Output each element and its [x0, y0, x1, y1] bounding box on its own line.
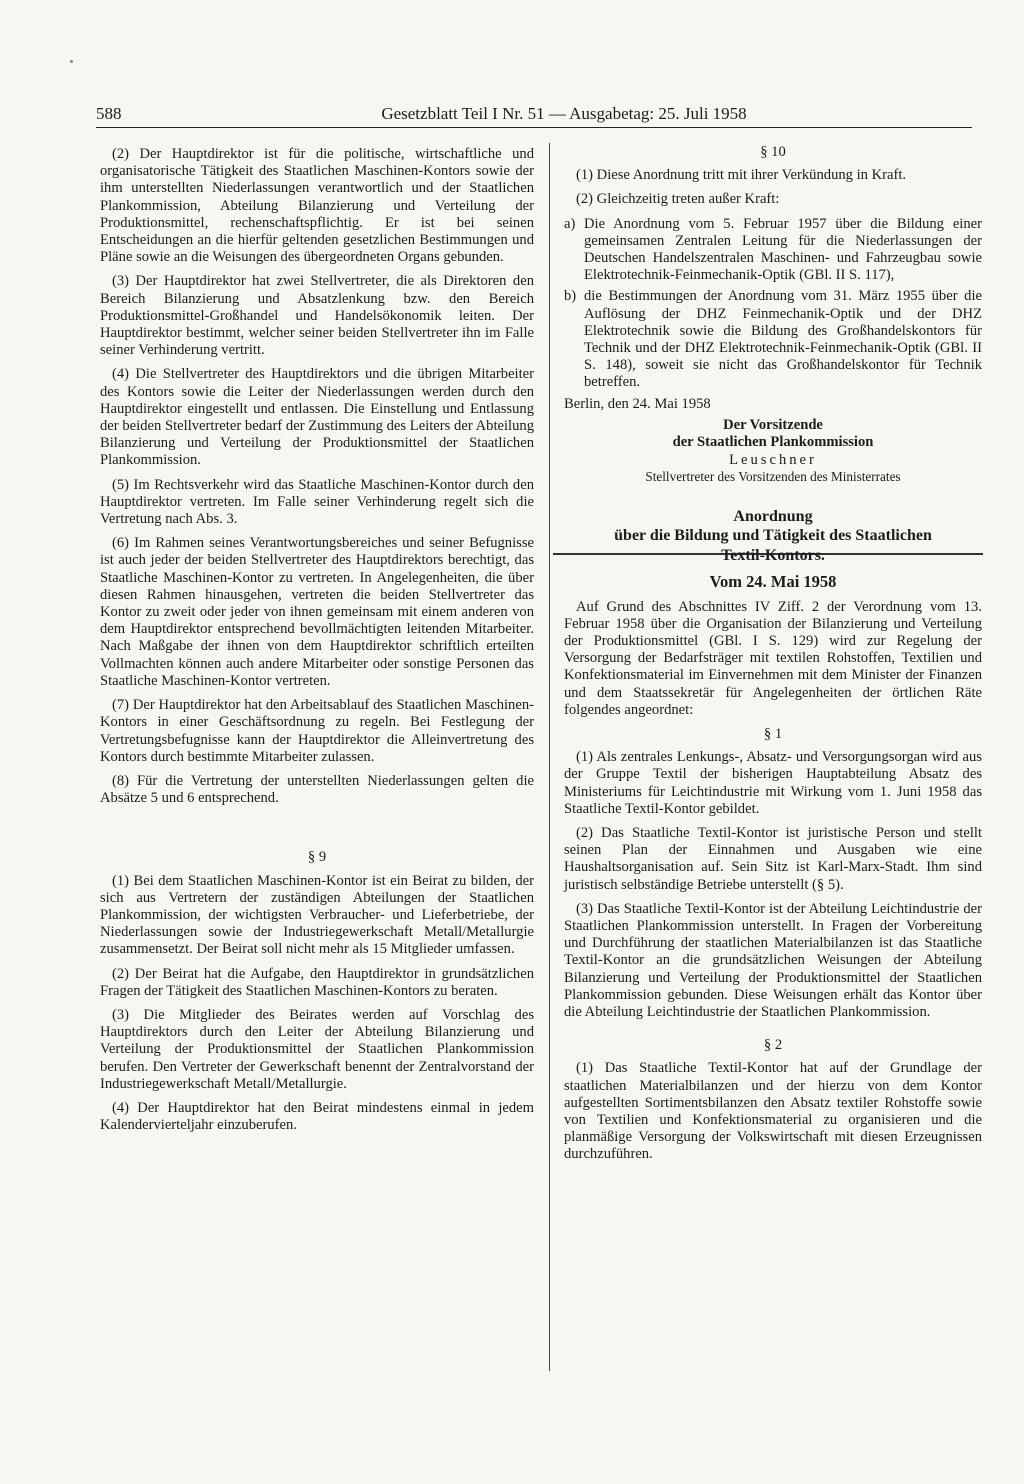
paragraph: (4) Die Stellvertreter des Hauptdirektors und die übrigen Mitarbeiter des Kontors sowie die Leiter der Niederlassungen werden durch den Hauptdirektor eingestellt und entlassen. Die Einstellung und Entlassung der beiden Stellvertreter bedarf der Zustimmung des Leiters der Abteilung Bilanzierung und Verteilung der Produktionsmittel der Staatlichen Plankommission. — [100, 366, 534, 469]
gazette-title: Gesetzblatt Teil I Nr. 51 — Ausgabetag: 25. Juli 1958 — [381, 104, 747, 123]
paragraph: (5) Im Rechtsverkehr wird das Staatliche Maschinen-Kontor durch den Hauptdirektor vertreten. Im Falle seiner Verhinderung regelt sich die Vertretung nach Abs. 3. — [100, 476, 534, 528]
ordinance-title-line1: Anordnung — [733, 507, 813, 525]
paragraph: (8) Für die Vertretung der unterstellten Niederlassungen gelten die Absätze 5 und 6 entsprechend. — [100, 772, 534, 807]
section-heading-10: § 10 — [760, 144, 786, 160]
paragraph: (3) Das Staatliche Textil-Kontor ist der Abteilung Leichtindustrie der Staatlichen Plankommission unterstellt. In Fragen der Vorbereitung und Durchführung der staatlichen Materialbilanzen ist das Staatliche Textil-Kontor an die grundsätzlichen Weisungen der Abteilung Bilanzierung und Verteilung der Produktionsmittel der Staatlichen Plankommission gebunden. Diese Weisungen erhält das Kontor über die Abteilung Leichtindustrie der Staatlichen Plankommission. — [564, 900, 982, 1021]
paragraph: (2) Gleichzeitig treten außer Kraft: — [576, 191, 780, 208]
list-item-label: a) — [564, 215, 576, 232]
paragraph: (1) Diese Anordnung tritt mit ihrer Verkündung in Kraft. — [576, 167, 907, 184]
paragraph: (4) Der Hauptdirektor hat den Beirat mindestens einmal in jedem Kalendervierteljahr einzuberufen. — [100, 1099, 534, 1134]
paragraph: (7) Der Hauptdirektor hat den Arbeitsablauf des Staatlichen Maschinen-Kontors in einer Geschäftsordnung zu regeln. Bei Festlegung der Vertretungsbefugnisse kann der Hauptdirektor die Alleinvertretung des Kontors durch bestimmte Mitarbeiter zulassen. — [100, 697, 534, 765]
list-item-text: die Bestimmungen der Anordnung vom 31. März 1955 über die Auflösung der DHZ Feinmechanik-Optik und der DHZ Elektrotechnik sowie die Bildung des Großhandelskontors für Technik und der DHZ Elektrotechnik-Feinmechanik-Optik (GBl. II S. 148), soweit sie nicht das Großhandelskontor für Technik betreffen. — [584, 288, 982, 391]
paragraph: (3) Der Hauptdirektor hat zwei Stellvertreter, die als Direktoren den Bereich Bilanzierung und Absatzlenkung bzw. den Bereich Produktionsmittel-Großhandel und Handelsökonomik leiten. Der Hauptdirektor bestimmt, welcher seiner beiden Stellvertreter ihn im Falle seiner Verhinderung vertritt. — [100, 273, 534, 359]
paragraph: (6) Im Rahmen seines Verantwortungsbereiches und seiner Befugnisse ist auch jeder der beiden Stellvertreter des Hauptdirektors berechtigt, das Staatliche Maschinen-Kontor zu vertreten. In Angelegenheiten, die über diesen Rahmen hinausgehen, vertreten die beiden Stellvertreter das Kontor zu zweit oder jeder von ihnen gemeinsam mit einem anderen von dem Hauptdirektor entsprechend bevollmächtigten leitenden Mitarbeiter. Nach Maßgabe der ihnen von dem Hauptdirektor schriftlich erteilten Vollmachten können auch andere Mitarbeiter oder sonstige Personen das Staatliche Maschinen-Kontor vertreten. — [100, 535, 534, 689]
signature-role: Stellvertreter des Vorsitzenden des Ministerrates — [645, 468, 901, 484]
paragraph: (1) Als zentrales Lenkungs-, Absatz- und Versorgungsorgan wird aus der Gruppe Textil der bisherigen Hauptabteilung Absatz des Ministeriums für Leichtindustrie mit Wirkung vom 1. Juni 1958 das Staatliche Textil-Kontor gebildet. — [564, 749, 982, 817]
list-item-label: b) — [564, 288, 577, 305]
section-heading-9: § 9 — [307, 849, 327, 866]
ordinance-title — [564, 507, 982, 566]
ordinance-title-line2: über die Bildung und Tätigkeit des Staatlichen — [614, 527, 932, 545]
ordinance-title-line3: Textil-Kontors. — [721, 546, 825, 564]
paragraph: (2) Das Staatliche Textil-Kontor ist juristische Person und stellt seinen Plan der Einnahmen und Ausgaben wie eine Haushaltsorganisation auf. Sein Sitz ist Karl-Marx-Stadt. Ihm sind juristisch selbständige Betriebe unterstellt (§ 5). — [564, 824, 982, 893]
paragraph: (3) Die Mitglieder des Beirates werden auf Vorschlag des Hauptdirektors durch den Leiter der Abteilung Bilanzierung und Verteilung der Produktionsmittel der Staatlichen Plankommission berufen. Den Vertreter der Gewerkschaft benennt der Zentralvorstand der Industriegewerkschaft Metall/Metallurgie. — [100, 1006, 534, 1092]
right-column — [564, 140, 982, 1171]
signature-office-line2: der Staatlichen Plankommission — [672, 433, 874, 450]
place-date: Berlin, den 24. Mai 1958 — [564, 395, 711, 412]
signature-name: Leuschner — [729, 451, 817, 468]
signature-office-line1: Der Vorsitzende — [723, 416, 823, 433]
left-column — [100, 146, 534, 1141]
list-item-text: Die Anordnung vom 5. Februar 1957 über die Bildung einer gemeinsamen Zentralen Leitung für die Niederlassungen der Deutschen Handelszentralen Maschinen- und Fahrzeugbau sowie Elektrotechnik-Feinmechanik-Optik (GBl. II S. 117), — [584, 215, 982, 284]
paragraph: (2) Der Hauptdirektor ist für die politische, wirtschaftliche und organisatorische Tätigkeit des Staatlichen Maschinen-Kontors sowie der ihm unterstellten Niederlassungen verantwortlich und der Staatlichen Plankommission, Abteilung Bilanzierung und Verteilung der Produktionsmittel, rechenschaftspflichtig. Er ist bei seinen Entscheidungen an die hierfür geltenden gesetzlichen Bestimmungen und Pläne sowie an die Weisungen des übergeordneten Organs gebunden. — [100, 146, 534, 266]
section-heading-1: § 1 — [763, 725, 783, 742]
page-header — [96, 104, 972, 128]
paragraph: (2) Der Beirat hat die Aufgabe, den Hauptdirektor in grundsätzlichen Fragen der Tätigkeit des Staatlichen Maschinen-Kontors zu beraten. — [100, 965, 534, 999]
paragraph: (1) Bei dem Staatlichen Maschinen-Kontor ist ein Beirat zu bilden, der sich aus Vertretern der zuständigen Abteilungen der Staatlichen Plankommission, der wichtigsten Verbraucher- und Lieferbetriebe, der Niederlassungen sowie der Industriegewerkschaft Metall/Metallurgie zusammensetzt. Der Beirat soll nicht mehr als 15 Mitglieder umfassen. — [100, 872, 534, 958]
page-number: 588 — [96, 104, 122, 123]
ordinance-preamble: Auf Grund des Abschnittes IV Ziff. 2 der Verordnung vom 13. Februar 1958 über die Organisation der Bilanzierung und Verteilung der Produktionsmittel (GBl. I S. 129) wird zur Regelung der Versorgung der Bedarfsträger mit textilen Rohstoffen, Textilien und Konfektionsmaterial im Einvernehmen mit dem Minister der Finanzen und dem Staatssekretär für Angelegenheiten der örtlichen Räte folgendes angeordnet: — [564, 598, 982, 718]
column-divider — [549, 143, 550, 1371]
list-item — [564, 288, 982, 391]
scan-speck — [70, 60, 73, 63]
section-heading-2: § 2 — [763, 1037, 783, 1054]
ordinance-date: Vom 24. Mai 1958 — [709, 572, 837, 592]
list-item — [564, 216, 982, 285]
paragraph: (1) Das Staatliche Textil-Kontor hat auf der Grundlage der staatlichen Materialbilanzen und der hierzu von dem Kontor aufgestellten Sortimentsbilanzen den Absatz textiler Rohstoffe sowie von Textilien und Konfektionsmaterial zu organisieren und die planmäßige Versorgung der Volkswirtschaft mit diesen Erzeugnissen durchzuführen. — [564, 1060, 982, 1163]
